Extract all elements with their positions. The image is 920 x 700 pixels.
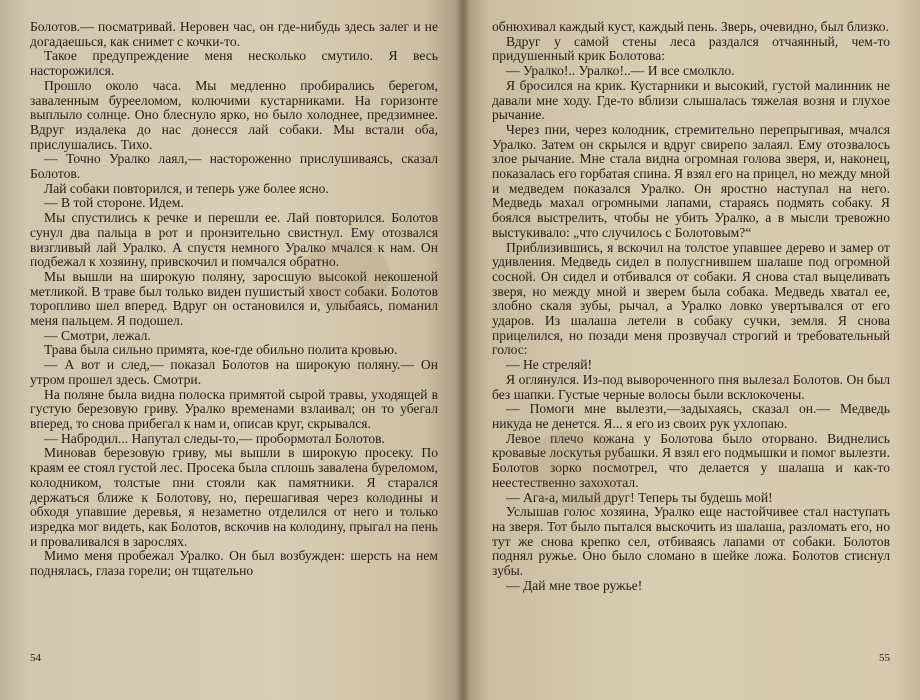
paragraph: — В той стороне. Идем. [44, 195, 184, 211]
paragraph: — Точно Уралко лаял,— настороженно прислушиваясь, сказал Болотов. [30, 151, 438, 182]
paragraph: — Дай мне твое ружье! [506, 577, 643, 593]
paragraph: — Помоги мне вылезти,—задыхаясь, сказал он.— Медведь никуда не денется. Я... я его из своих рук ухлопаю. [492, 401, 890, 431]
paper-stain [522, 430, 632, 510]
paragraph: Вдруг у самой стены леса раздался отчаянный, чем-то придушенный крик Болотова: [492, 33, 890, 64]
paper-stain [300, 240, 390, 310]
paragraph: Мы вышли на широкую поляну, заросшую высокой некошеной метликой. В траве был только виден пушистый хвост собаки. Болотов торопливо шел вперед. Вдруг он остановился и, улыбаясь, поманил меня пальцем. Я подошел. [30, 268, 438, 329]
right-page-text [492, 20, 890, 593]
paragraph: Через пни, через колодник, стремительно перепрыгивая, мчался Уралко. Затем он скрылся и вдруг свирепо залаял. Ему отозвалось злое рычание. Мне стала видна огромная голова зверя, и, наконец, показалась его горбатая спина. Я взял его на прицел, но между мной и медведем показался Уралко. Он яростно наступал на него. Медведь махал огромными лапами, стараясь подмять собаку. Я боялся выстрелить, чтобы не убить Уралко, а в мысли тревожно выстукивало: „что случилось с Болотовым?“ [492, 121, 890, 240]
paragraph: — Уралко!.. Уралко!..— И все смолкло. [506, 63, 735, 79]
paragraph: Мы спустились к речке и перешли ее. Лай повторился. Болотов сунул два пальца в рот и пронзительно свистнул. Ему отозвался визгливый лай Уралко. А спустя немного Уралко мчался к нам. Он подбежал к хозяину, привскочил и помчался обратно. [30, 210, 438, 270]
paragraph: Приблизившись, я вскочил на толстое упавшее дерево и замер от удивления. Медведь сидел в полусгнившем шалаше под огромной сосной. Он сидел и отбивался от собаки. Я снова стал выцеливать зверя, но между мной и зверем была собака. Медведь хватал ее, злобно скаля зубы, рычал, а Уралко ловко увертывался от его ударов. Из шалаша летели в собаку сучки, земля. Я снова прицелился, но позади меня прозвучал строгий и требовательный голос: [492, 239, 890, 358]
left-page-number: 54 [30, 652, 41, 664]
paragraph: Трава была сильно примята, кое-где обильно полита кровью. [44, 342, 398, 358]
paragraph: Я бросился на крик. Кустарники и высокий, густой малинник не давали мне ходу. Где-то вблизи слышалась тяжелая возня и глухое рычание. [492, 77, 890, 123]
paragraph: Мимо меня пробежал Уралко. Он был возбужден: шерсть на нем поднялась, глаза горели; он тщательно [30, 548, 438, 579]
paragraph: Я оглянулся. Из-под вывороченного пня вылезал Болотов. Он был без шапки. Густые черные волосы были всклокочены. [492, 371, 890, 402]
paragraph: Лай собаки повторился, и теперь уже более ясно. [44, 180, 329, 196]
right-page-number: 55 [879, 652, 890, 664]
paragraph: Прошло около часа. Мы медленно пробирались берегом, заваленным бурееломом, колючими кустарниками. На горизонте выплыло солнце. Оно блеснуло ярко, но было холоднее, предзимнее. Вдруг издалека до нас донесся лай собаки. Мы встали оба, прислушались. Тихо. [30, 77, 438, 152]
paragraph: Болотов.— посматривай. Неровен час, он где-нибудь здесь залег и не догадаешься, как снимет с кочки-то. [30, 19, 438, 49]
paragraph: Миновав березовую гриву, мы вышли в широкую просеку. По краям ее стоял густой лес. Просека была сплошь завалена буреломом, колодником, толстые пни стояли как памятники. Я старался держаться ближе к Болотову, но, перешагивая через колодины и обходя упавшие деревья, я незаметно отделился от него и только изредка мог видеть, как Болотов, вскочив на колодину, прыгал на пень и проваливался в зарослях. [30, 445, 438, 549]
paragraph: На поляне была видна полоска примятой сырой травы, уходящей в густую березовую гриву. Уралко временами взлаивал; он то убегал вперед, то снова прибегал к нам и, описав круг, скрывался. [30, 386, 438, 431]
paragraph: — А вот и след,— показал Болотов на широкую поляну.— Он утром прошел здесь. Смотри. [30, 357, 438, 387]
paragraph: Такое предупреждение меня несколько смутило. Я весь насторожился. [30, 48, 438, 79]
paragraph: — Смотри, лежал. [44, 327, 151, 343]
book-gutter [456, 0, 470, 700]
paragraph: — Не стреляй! [506, 357, 593, 373]
paragraph: — Ага-а, милый друг! Теперь ты будешь мой! [506, 489, 773, 505]
paragraph: Левое плечо кожана у Болотова было оторвано. Виднелись кровавые лоскутья рубашки. Я взял его подмышки и помог вылезти. Болотов зорко посмотрел, что делается у шалаша и как-то неестественно захохотал. [492, 430, 890, 490]
right-page [462, 0, 920, 700]
paragraph: обнюхивал каждый куст, каждый пень. Зверь, очевидно, был близко. [492, 19, 890, 34]
paragraph: — Набродил... Напутал следы-то,— пробормотал Болотов. [44, 430, 385, 446]
paragraph: Услышав голос хозяина, Уралко еще настойчивее стал наступать на зверя. Тот было пытался выскочить из шалаша, разломать его, но тут же снова крепко сел, отбиваясь лапами от собаки. Болотов поднял ружье. Оно было сломано в шейке ложа. Болотов стиснул зубы. [492, 504, 890, 579]
